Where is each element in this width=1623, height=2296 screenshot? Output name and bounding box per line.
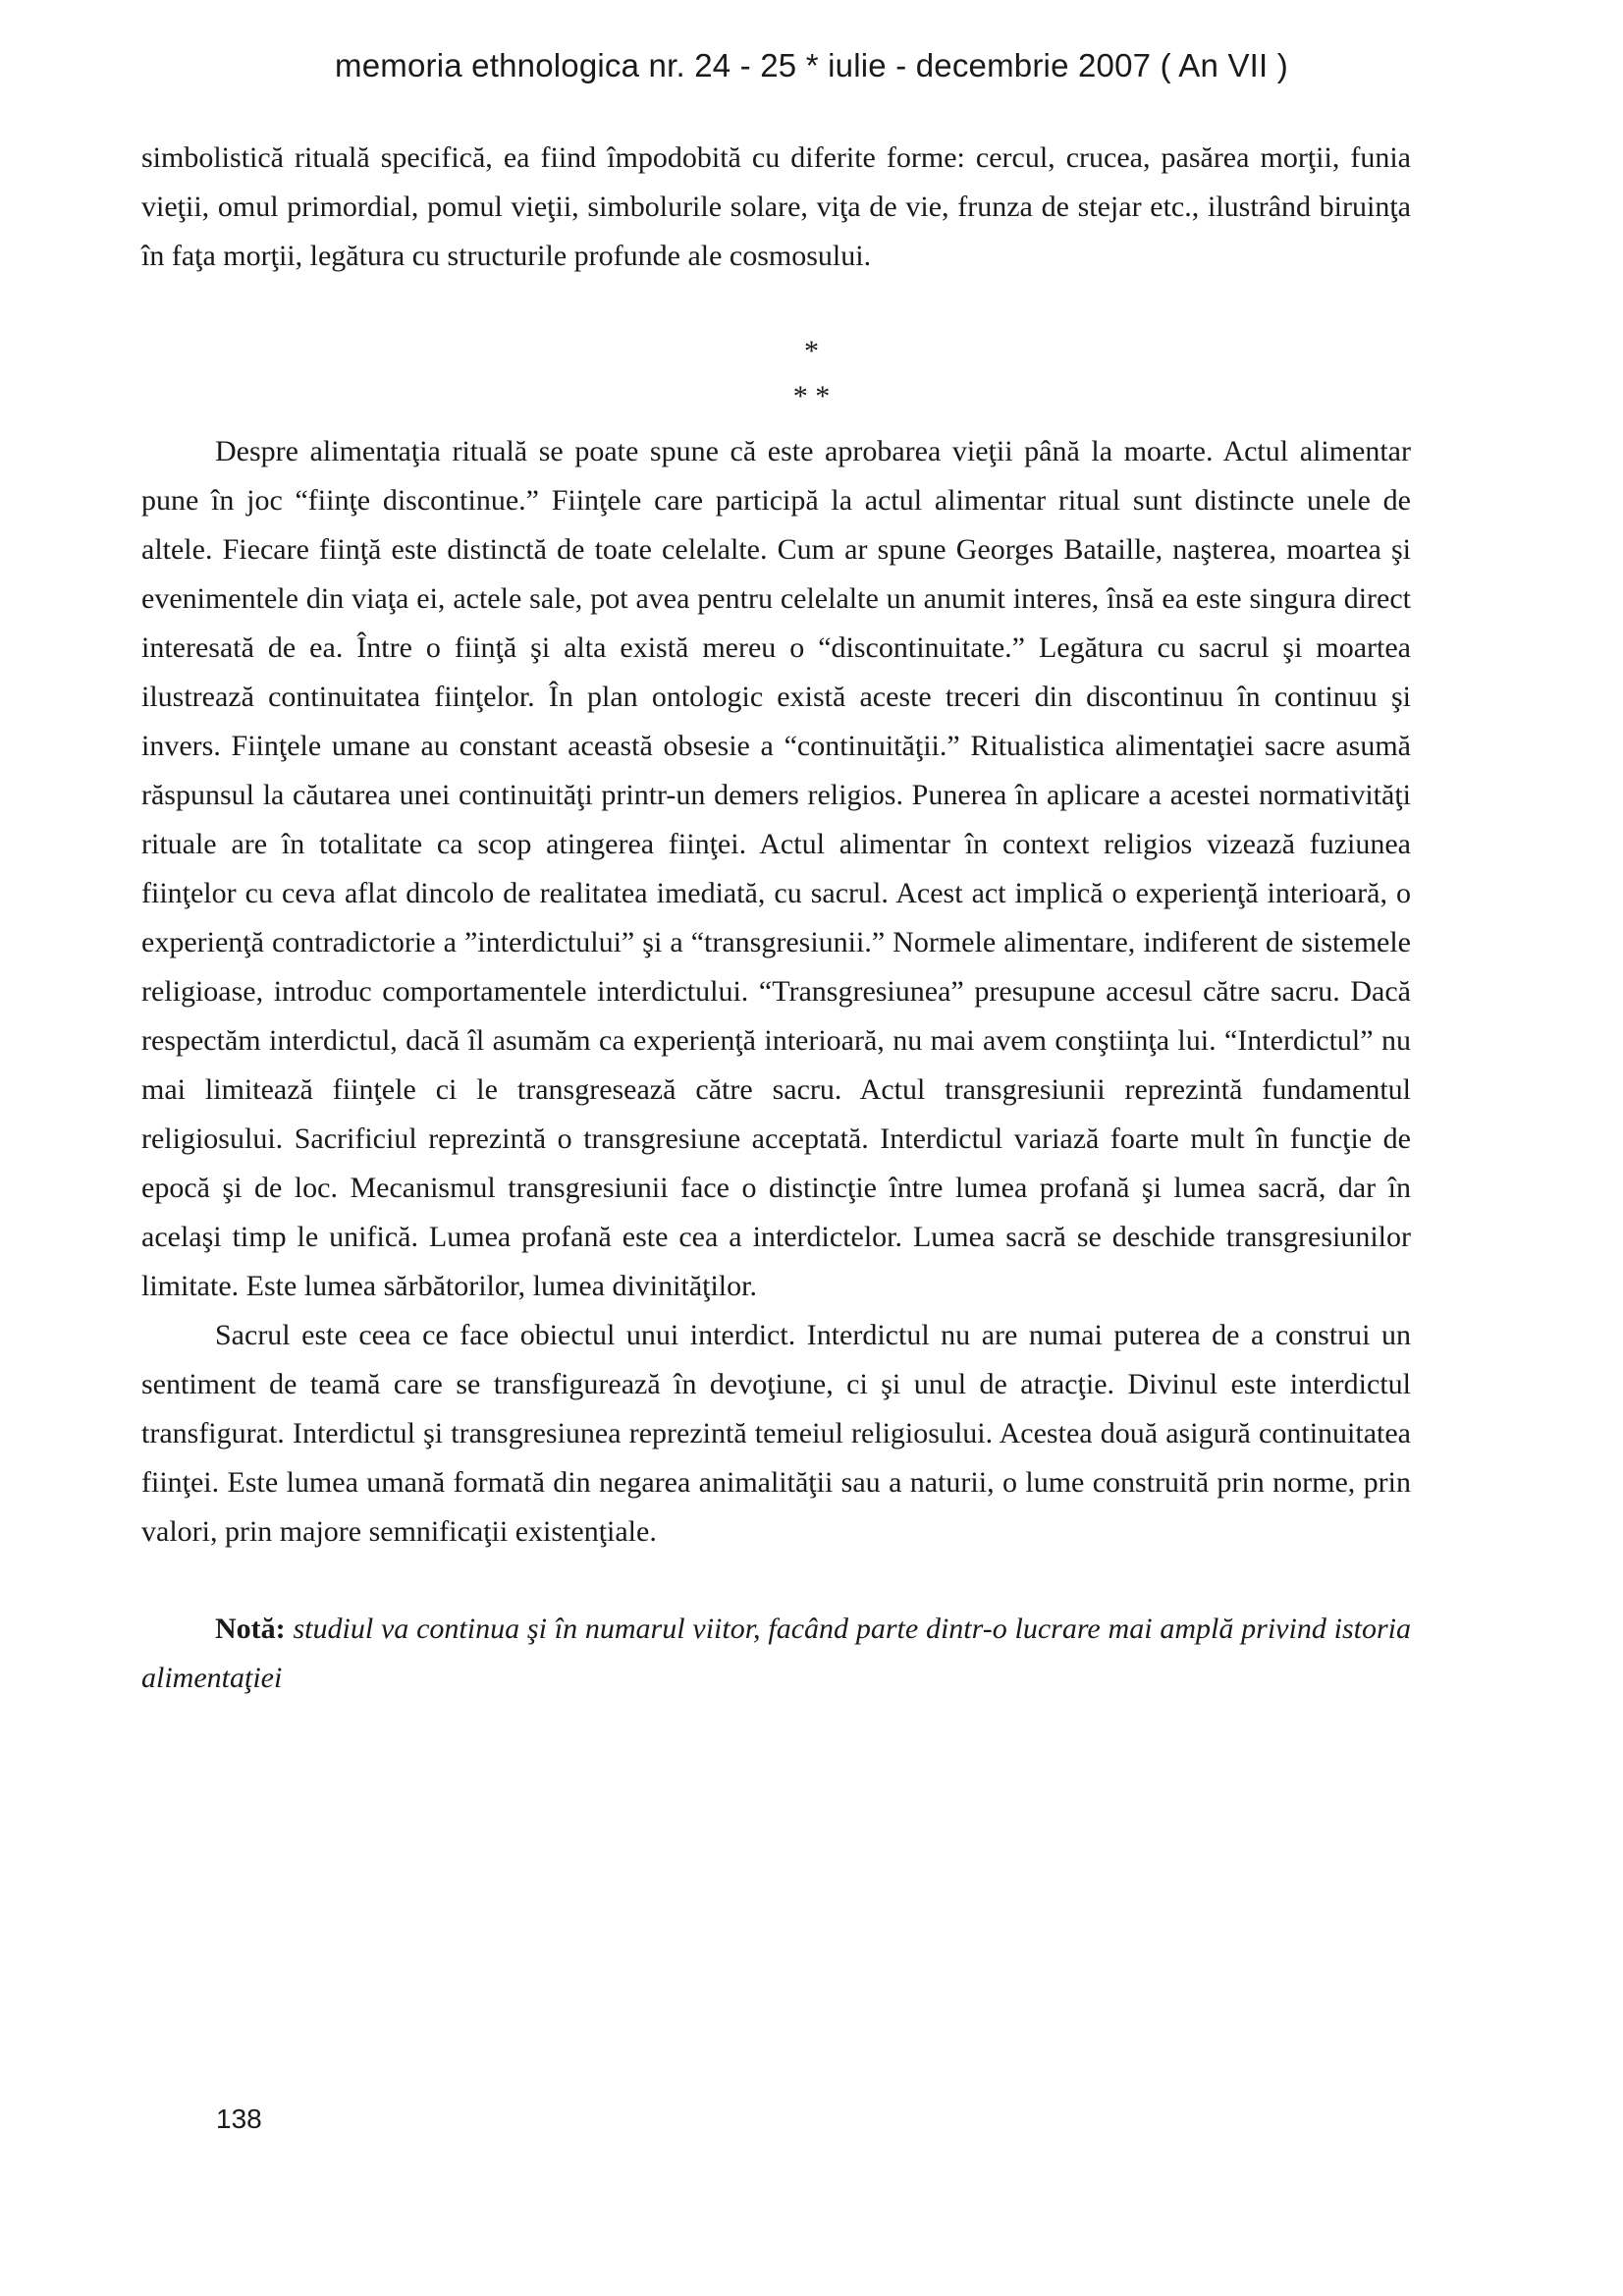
- running-header: memoria ethnologica nr. 24 - 25 * iulie - decembrie 2007 ( An VII ): [335, 47, 1288, 83]
- note-label: Notă:: [215, 1613, 286, 1645]
- page-number: 138: [216, 2104, 262, 2134]
- section-separator-bottom: * *: [792, 380, 831, 412]
- section-separator-top: *: [804, 335, 819, 367]
- note-text: studiul va continua şi în numarul viitor, facând parte dintr-o lucrare mai amplă privind istoria alimentaţiei: [141, 1613, 1411, 1694]
- footnote-note: [141, 1605, 1411, 1703]
- paragraph-sacred-interdict: Sacrul este ceea ce face obiectul unui interdict. Interdictul nu are numai puterea de a construi un sentiment de teamă care se transfigurează în devoţiune, ci şi unul de atracţie. Divinul este interdictul transfigurat. Interdictul şi transgresiunea reprezintă temeiul religiosului. Acestea două asigură continuitatea fiinţei. Este lumea umană formată din negarea animalităţii sau a naturii, o lume construită prin norme, prin valori, prin majore semnificaţii existenţiale.: [141, 1319, 1411, 1548]
- intro-paragraph-block: [141, 134, 1411, 281]
- main-text-block: [141, 427, 1411, 1557]
- paragraph-ritual-alimentation: Despre alimentaţia rituală se poate spune că este aprobarea vieţii până la moarte. Actul alimentar pune în joc “fiinţe discontinue.” Fiinţele care participă la actul alimentar ritual sunt distincte unele de altele. Fiecare fiinţă este distinctă de toate celelalte. Cum ar spune Georges Bataille, naşterea, moartea şi evenimentele din viaţa ei, actele sale, pot avea pentru celelalte un anumit interes, însă ea este singura direct interesată de ea. Între o fiinţă şi alta există mereu o “discontinuitate.” Legătura cu sacrul şi moartea ilustrează continuitatea fiinţelor. În plan ontologic există aceste treceri din discontinuu în continuu şi invers. Fiinţele umane au constant această obsesie a “continuităţii.” Ritualistica alimentaţiei sacre asumă răspunsul la căutarea unei continuităţi printr-un demers religios. Punerea în aplicare a acestei normativităţi rituale are în totalitate ca scop atingerea fiinţei. Actul alimentar în context religios vizează fuziunea fiinţelor cu ceva aflat dincolo de realitatea imediată, cu sacrul. Acest act implică o experienţă interioară, o experienţă contradictorie a ”interdictului” şi a “transgresiunii.” Normele alimentare, indiferent de sistemele religioase, introduc comportamentele interdictului. “Transgresiunea” presupune accesul către sacru. Dacă respectăm interdictul, dacă îl asumăm ca experienţă interioară, nu mai avem conştiinţa lui. “Interdictul” nu mai limitează fiinţele ci le transgresează către sacru. Actul transgresiunii reprezintă fundamentul religiosului. Sacrificiul reprezintă o transgresiune acceptată. Interdictul variază foarte mult în funcţie de epocă şi de loc. Mecanismul transgresiunii face o distincţie între lumea profană şi lumea sacră, dar în acelaşi timp le unifică. Lumea profană este cea a interdictelor. Lumea sacră se deschide transgresiunilor limitate. Este lumea sărbătorilor, lumea divinităţilor.: [141, 435, 1411, 1302]
- intro-paragraph: simbolistică rituală specifică, ea fiind împodobită cu diferite forme: cercul, crucea, pasărea morţii, funia vieţii, omul primordial, pomul vieţii, simbolurile solare, viţa de vie, frunza de stejar etc., ilustrând biruinţa în faţa morţii, legătura cu structurile profunde ale cosmosului.: [141, 141, 1411, 272]
